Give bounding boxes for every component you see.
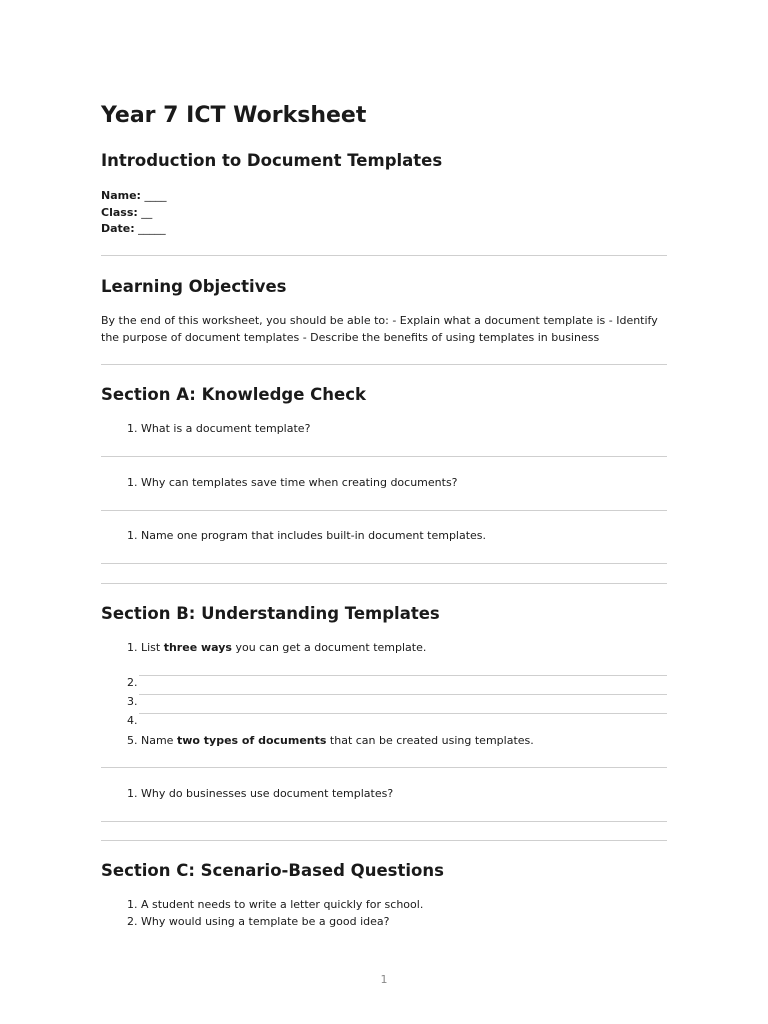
list-number-4: 4. [127, 714, 138, 727]
divider [101, 364, 667, 365]
answer-line [101, 456, 667, 457]
section-b-question-6: 1. Why do businesses use document templates? [127, 787, 394, 800]
objectives-text: By the end of this worksheet, you should be able to: - Explain what a document template is - Identify the purpose of document templates - Describe the benefits of using templates in business [101, 314, 658, 344]
divider [101, 583, 667, 584]
student-details [101, 188, 166, 238]
answer-line [101, 767, 667, 768]
section-a-heading: Section A: Knowledge Check [101, 385, 366, 404]
q1-prefix: 1. List [127, 641, 164, 654]
section-a-question-2: 1. Why can templates save time when creating documents? [127, 476, 458, 489]
section-c-question-1: 1. A student needs to write a letter quickly for school. [127, 898, 424, 911]
section-a-question-3: 1. Name one program that includes built-in document templates. [127, 529, 487, 542]
list-number-2: 2. [127, 676, 138, 689]
answer-line [139, 675, 667, 676]
answer-line [101, 563, 667, 564]
divider [101, 840, 667, 841]
name-field [101, 188, 166, 205]
section-c-question-2: 2. Why would using a template be a good idea? [127, 915, 390, 928]
divider [101, 255, 667, 256]
date-blank: _____ [138, 222, 166, 236]
name-label: Name: [101, 189, 141, 202]
answer-line [139, 694, 667, 695]
q5-prefix: 5. Name [127, 734, 177, 747]
date-field [101, 221, 166, 238]
page-title: Year 7 ICT Worksheet [101, 103, 367, 128]
class-blank: __ [141, 205, 153, 219]
section-b-question-5 [127, 733, 534, 749]
section-b-heading: Section B: Understanding Templates [101, 604, 440, 623]
page-number: 1 [380, 973, 388, 986]
objectives-heading: Learning Objectives [101, 277, 287, 296]
class-label: Class: [101, 205, 138, 219]
q5-suffix: that can be created using templates. [326, 734, 534, 747]
section-b-question-1 [127, 640, 426, 656]
section-a-question-1: 1. What is a document template? [127, 422, 311, 435]
date-label: Date: [101, 222, 135, 236]
list-number-3: 3. [127, 695, 138, 708]
answer-line [101, 510, 667, 511]
answer-line [101, 821, 667, 822]
page-subtitle: Introduction to Document Templates [101, 151, 443, 170]
q1-emphasis: three ways [163, 641, 232, 654]
class-field [101, 205, 166, 222]
section-c-heading: Section C: Scenario-Based Questions [101, 861, 444, 880]
answer-line [139, 713, 667, 714]
name-blank: ____ [144, 189, 167, 202]
q1-suffix: you can get a document template. [231, 641, 427, 654]
q5-emphasis: two types of documents [176, 734, 327, 747]
